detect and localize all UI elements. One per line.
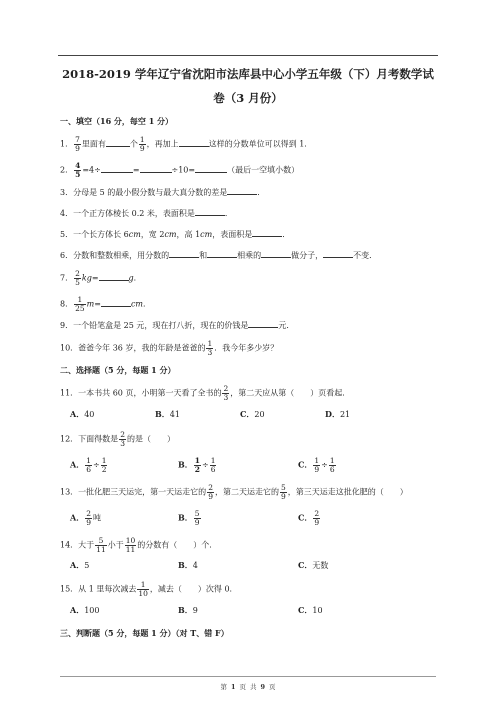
option-c: C．无数 — [298, 560, 329, 570]
answer-blank — [106, 138, 130, 147]
option-b: B． $\frac{1}{2}$ ÷ $\frac{1}{6}$ — [178, 456, 216, 474]
header-rule — [58, 55, 438, 56]
question-7: 7． $\frac{2}{5}$ kg= g． — [60, 269, 142, 287]
question-15: 15．从 1 里每次减去 $\frac{1}{10}$ ，减去（ ）次得 0． — [60, 580, 238, 598]
exam-title-line2: 卷（3 月份） — [213, 91, 283, 105]
fraction: $\frac{2}{3}$ — [120, 430, 125, 448]
fraction: $\frac{5}{9}$ — [280, 483, 286, 501]
option-c: C．20 — [240, 409, 265, 419]
fraction: $\frac{1}{9}$ — [139, 135, 145, 153]
option-b: B．4 — [178, 560, 198, 570]
option-b: B．9 — [178, 605, 198, 615]
fraction: $\frac{5}{11}$ — [96, 536, 106, 554]
fraction: $\frac{2}{9}$ — [208, 483, 213, 501]
answer-blank — [101, 298, 131, 307]
question-12: 12．下面得数是 $\frac{2}{3}$ 的是（ ） — [60, 430, 175, 448]
option-b: B．41 — [155, 409, 180, 419]
question-10: 10．爸爸今年 36 岁，我的年龄是爸爸的 $\frac{1}{3}$ ．我今年多少岁？ — [60, 339, 279, 357]
fraction: $\frac{1}{3}$ — [207, 339, 213, 357]
answer-blank — [179, 138, 209, 147]
option-c: C． $\frac{1}{9}$ ÷ $\frac{1}{6}$ — [298, 456, 335, 474]
fraction: $\frac{2}{3}$ — [223, 384, 229, 402]
option-a: A．5 — [70, 560, 90, 570]
page-footer: 第 1 页 共 9 页 — [220, 683, 276, 691]
question-11: 11．一本书共 60 页，小明第一天看了全书的 $\frac{2}{3}$ ，第二天应从第（ ）页看起． — [60, 384, 351, 402]
answer-blank — [323, 249, 353, 258]
answer-blank — [195, 207, 225, 216]
option-a: A．40 — [70, 409, 95, 419]
question-3: 3．分母是 5 的最小假分数与最大真分数的差是 ． — [60, 188, 266, 197]
answer-blank — [101, 164, 133, 173]
fraction: $\frac{4}{5}$ — [75, 161, 81, 179]
question-6: 6．分数和整数相乘，用分数的 和 相乘的 做分子， 不变． — [60, 251, 378, 260]
question-1: 1． $\frac{7}{9}$ 里面有 个 $\frac{1}{9}$ ，再加上 这样的分数单位可以得到 1． — [60, 135, 313, 153]
answer-blank — [252, 228, 282, 237]
option-d: D．21 — [325, 409, 351, 419]
answer-blank — [99, 272, 129, 281]
option-a: A．100 — [70, 605, 100, 615]
fraction: $\frac{1}{25}$ — [75, 295, 85, 313]
option-c: C． $\frac{2}{9}$ — [298, 509, 320, 527]
answer-blank — [248, 319, 278, 328]
question-2: 2． $\frac{4}{5}$ =4÷ = ÷10= （最后一空填小数） — [60, 161, 300, 179]
fraction: $\frac{10}{11}$ — [125, 536, 136, 554]
answer-blank — [227, 186, 257, 195]
fraction: $\frac{7}{9}$ — [75, 135, 80, 153]
section-fill-in-heading: 一、填空（16 分，每空 1 分） — [60, 116, 174, 126]
fraction: $\frac{1}{10}$ — [138, 580, 148, 598]
exam-title-line1: 2018-2019 学年辽宁省沈阳市法库县中心小学五年级（下）月考数学试 — [62, 67, 434, 81]
option-a: A． $\frac{2}{9}$ 吨 — [70, 509, 101, 527]
question-13: 13．一批化肥三天运完，第一天运走它的 $\frac{2}{9}$ ，第二天运走它的 $\frac{5}{9}$ ，第三天运走这批化肥的（ ） — [60, 483, 408, 501]
option-b: B． $\frac{5}{9}$ — [178, 509, 200, 527]
question-4: 4．一个正方体棱长 0.2 米，表面积是 ． — [60, 209, 233, 218]
answer-blank — [261, 249, 291, 258]
option-c: C．10 — [298, 605, 323, 615]
question-9: 9．一个铅笔盒是 25 元，现在打八折，现在的价钱是 元． — [60, 321, 295, 330]
section-choice-heading: 二、选择题（5 分，每题 1 分） — [60, 365, 176, 375]
answer-blank — [140, 164, 172, 173]
answer-blank — [195, 164, 227, 173]
question-5: 5．一个长方体长 6cm，宽 2cm，高 1cm，表面积是 ． — [60, 230, 291, 239]
answer-blank — [169, 249, 199, 258]
footer-rule — [60, 676, 436, 677]
question-14: 14．大于 $\frac{5}{11}$ 小于 $\frac{10}{11}$ 的分数有（ ）个． — [60, 536, 218, 554]
question-8: 8． $\frac{1}{25}$ m= cm． — [60, 295, 152, 313]
fraction: $\frac{2}{5}$ — [75, 269, 80, 287]
option-a: A． $\frac{1}{6}$ ÷ $\frac{1}{2}$ — [70, 456, 107, 474]
section-judgement-heading: 三、判断题（5 分，每题 1 分）（对 T、错 F） — [60, 628, 229, 638]
answer-blank — [207, 249, 237, 258]
